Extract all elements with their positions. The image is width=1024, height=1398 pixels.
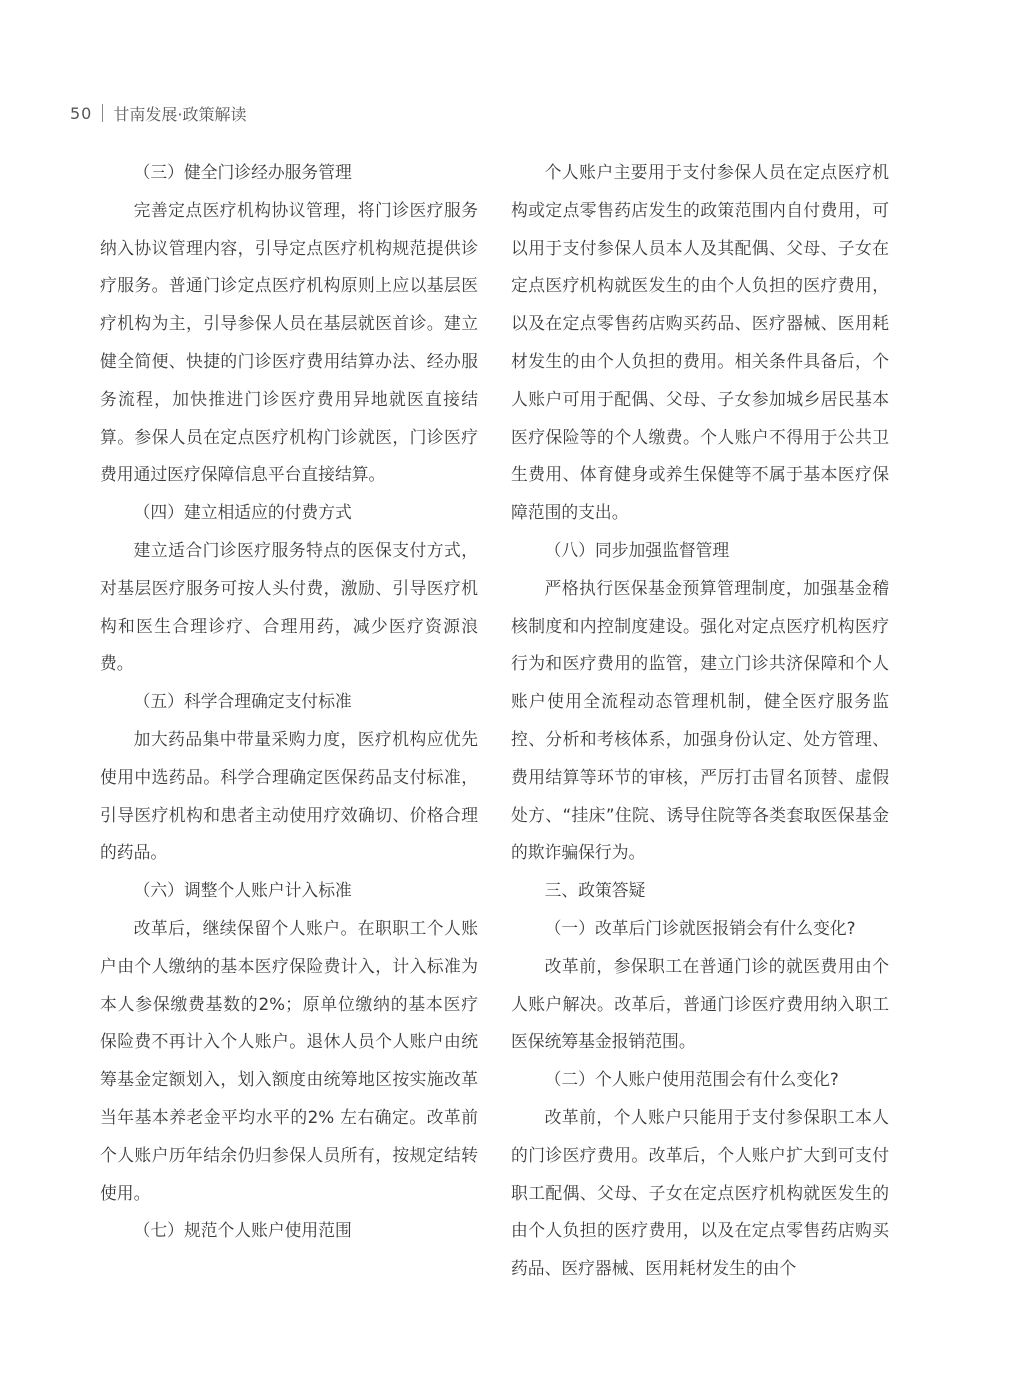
section-heading: （五）科学合理确定支付标准 [133, 691, 352, 712]
paragraph: 改革前，个人账户只能用于支付参保职工本人的门诊医疗费用。改革后，个人账户扩大到可支付职工配偶、父母、子女在定点医疗机构就医发生的由个人负担的医疗费用，以及在定点零售药店购买药品、医疗器械、医用耗材发生的由个 [511, 1106, 889, 1279]
paragraph: 完善定点医疗机构协议管理，将门诊医疗服务纳入协议管理内容，引导定点医疗机构规范提供诊疗服务。普通门诊定点医疗机构原则上应以基层医疗机构为主，引导参保人员在基层就医首诊。建立健全简便、快捷的门诊医疗费用结算办法、经办服务流程，加快推进门诊医疗费用异地就医直接结算。参保人员在定点医疗机构门诊就医，门诊医疗费用通过医疗保障信息平台直接结算。 [100, 199, 478, 485]
page-number: 50 [70, 103, 93, 123]
section-heading: （七）规范个人账户使用范围 [133, 1220, 352, 1241]
paragraph: 严格执行医保基金预算管理制度，加强基金稽核制度和内控制度建设。强化对定点医疗机构医疗行为和医疗费用的监管，建立门诊共济保障和个人账户使用全流程动态管理机制，健全医疗服务监控、分析和考核体系，加强身份认定、处方管理、费用结算等环节的审核，严厉打击冒名顶替、虚假处方、“挂床”住院、诱导住院等各类套取医保基金的欺诈骗保行为。 [511, 577, 889, 863]
section-heading: （四）建立相适应的付费方式 [133, 502, 352, 523]
paragraph: 改革后，继续保留个人账户。在职职工个人账户由个人缴纳的基本医疗保险费计入，计入标准为本人参保缴费基数的2%；原单位缴纳的基本医疗保险费不再计入个人账户。退休人员个人账户由统筹基金定额划入，划入额度由统筹地区按实施改革当年基本养老金平均水平的2% 左右确定。改革前个人账户历年结余仍归参保人员所有，按规定结转使用。 [100, 917, 478, 1203]
paragraph: 改革前，参保职工在普通门诊的就医费用由个人账户解决。改革后，普通门诊医疗费用纳入职工医保统筹基金报销范围。 [511, 955, 889, 1052]
paragraph: 加大药品集中带量采购力度，医疗机构应优先使用中选药品。科学合理确定医保药品支付标准，引导医疗机构和患者主动使用疗效确切、价格合理的药品。 [100, 728, 478, 863]
right-column [511, 154, 889, 1288]
paragraph: 个人账户主要用于支付参保人员在定点医疗机构或定点零售药店发生的政策范围内自付费用，可以用于支付参保人员本人及其配偶、父母、子女在定点医疗机构就医发生的由个人负担的医疗费用，以及在定点零售药店购买药品、医疗器械、医用耗材发生的由个人负担的费用。相关条件具备后，个人账户可用于配偶、父母、子女参加城乡居民基本医疗保险等的个人缴费。个人账户不得用于公共卫生费用、体育健身或养生保健等不属于基本医疗保障范围的支出。 [511, 162, 889, 523]
left-column [100, 154, 478, 1250]
section-heading: 三、政策答疑 [544, 880, 646, 901]
question-heading: （二）个人账户使用范围会有什么变化? [544, 1069, 839, 1090]
question-heading: （一）改革后门诊就医报销会有什么变化? [544, 917, 856, 938]
header-divider [102, 104, 103, 122]
section-heading: （三）健全门诊经办服务管理 [133, 162, 352, 182]
section-heading: （八）同步加强监督管理 [544, 539, 730, 560]
page-header [70, 100, 246, 126]
paragraph: 建立适合门诊医疗服务特点的医保支付方式，对基层医疗服务可按人头付费，激励、引导医疗机构和医生合理诊疗、合理用药，减少医疗资源浪费。 [100, 539, 478, 674]
section-heading: （六）调整个人账户计入标准 [133, 880, 352, 901]
journal-section-title: 甘南发展·政策解读 [113, 104, 247, 124]
